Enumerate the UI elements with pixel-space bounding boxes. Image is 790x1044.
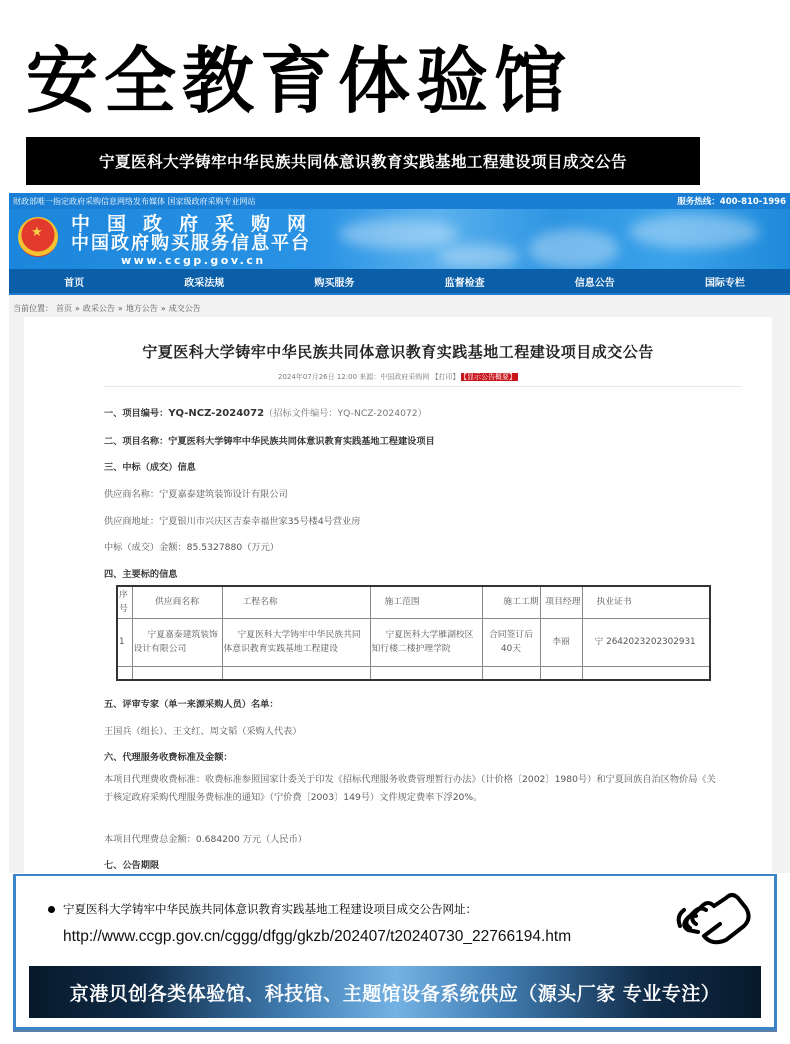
supplier-name: 供应商名称：宁夏嘉泰建筑装饰设计有限公司 [104,489,288,500]
breadcrumb-separator: » [75,303,80,313]
cell-supplier: 宁夏嘉泰建筑装饰设计有限公司 [132,618,222,666]
section-award-info: 三、中标（成交）信息 [104,462,196,473]
site-logo-title[interactable]: 中国政府采购网 [71,213,324,235]
th-license: 执业证书 [582,586,710,618]
notice-content [24,317,772,873]
section-notice-period: 七、公告期限 [104,860,160,871]
cell-index: 1 [117,618,132,666]
subject-table [116,585,711,681]
section-experts: 五、评审专家（单一来源采购人员）名单： [104,699,279,710]
experts-list: 王国兵（组长）、王文红、周文韬（采购人代表） [104,726,302,737]
th-duration: 施工工期 [482,586,540,618]
cell-license: 宁 2642023202302931 [582,618,710,666]
award-amount: 中标（成交）金额：85.5327880（万元） [104,542,279,553]
notice-meta [24,372,772,382]
nav-supervision[interactable]: 监督检查 [444,277,485,289]
table-row [117,618,710,666]
cell-manager: 李丽 [540,618,582,666]
breadcrumb-procurement[interactable]: 政采公告 [82,303,115,313]
supplier-address: 供应商地址：宁夏银川市兴庆区吉泰幸福世家35号楼4号营业房 [104,516,361,527]
service-hotline: 服务热线：400-810-1996 [677,197,786,207]
url-card [13,874,777,1030]
cell-scope: 宁夏医科大学雁湖校区知行楼二楼护理学院 [370,618,482,666]
breadcrumb-separator: » [117,303,123,313]
section-project-number [104,405,427,419]
site-topbar [9,193,790,209]
nav-announcements[interactable]: 信息公告 [574,277,615,289]
breadcrumb-label: 当前位置： [13,303,53,313]
th-manager: 项目经理 [540,586,582,618]
nav-purchase-services[interactable]: 购买服务 [314,277,355,289]
breadcrumb-home[interactable]: 首页 [56,303,72,313]
url-label: 宁夏医科大学铸牢中华民族共同体意识教育实践基地工程建设项目成交公告网址： [63,902,477,916]
section-agency-fee: 六、代理服务收费标准及金额： [104,752,233,763]
breadcrumb-separator: » [160,303,166,313]
topbar-slogan: 财政部唯一指定政府采购信息网络发布媒体 国家级政府采购专业网站 [13,196,256,206]
site-logo-url: www.ccgp.gov.cn [121,254,266,267]
notice-title: 宁夏医科大学铸牢中华民族共同体意识教育实践基地工程建设项目成交公告 [142,343,654,361]
th-index: 序号 [117,586,132,618]
promo-banner: 京港贝创各类体验馆、科技馆、主题馆设备系统供应（源头厂家 专业专注） [29,966,761,1018]
ccgp-screenshot [9,193,790,873]
hero-title: 安全教育体验馆 [26,39,573,123]
fee-total: 本项目代理费总金额：0.684200 万元（人民币） [104,834,307,845]
bullet-icon [48,906,55,913]
th-supplier: 供应商名称 [132,586,222,618]
th-scope: 施工范围 [370,586,482,618]
breadcrumb-deal[interactable]: 成交公告 [168,303,201,313]
nav-regulations[interactable]: 政采法规 [184,277,225,289]
section-subject-info: 四、主要标的信息 [104,569,178,580]
section-project-name: 二、项目名称：宁夏医科大学铸牢中华民族共同体意识教育实践基地工程建设项目 [104,436,435,447]
cell-duration: 合同签订后40天 [482,618,540,666]
notice-url-link[interactable]: http://www.ccgp.gov.cn/cggg/dfgg/gkzb/202407/t20240730_22766194.htm [63,928,572,945]
tender-number: （招标文件编号：YQ-NCZ-2024072） [264,408,427,419]
th-project: 工程名称 [222,586,370,618]
table-row-empty [117,666,710,680]
cell-project: 宁夏医科大学铸牢中华民族共同体意识教育实践基地工程建设 [222,618,370,666]
divider [104,386,742,387]
national-emblem-icon [18,217,58,257]
hero-banner: 宁夏医科大学铸牢中华民族共同体意识教育实践基地工程建设项目成交公告 [26,137,700,185]
project-number: YQ-NCZ-2024072 [168,408,265,419]
label: 一、项目编号： [104,408,169,419]
main-nav [9,269,790,295]
notice-meta-text: 2024年07月26日 12:00 来源：中国政府采购网 【打印】 [278,373,460,381]
site-header [9,209,790,269]
table-header-row [117,586,710,618]
pointing-hand-icon [674,886,758,950]
fee-standard: 本项目代理费收费标准：收费标准参照国家计委关于印发《招标代理服务收费管理暂行办法》（计价格〔2002〕1980号）和宁夏回族自治区物价局《关于核定政府采购代理服务费标准的通知》（宁价费〔2003〕149号）文件规定费率下浮20%。 [104,774,716,803]
breadcrumb-local[interactable]: 地方公告 [125,303,158,313]
show-summary-button[interactable]: 【显示公告概要】 [463,373,516,381]
site-logo-subtitle: 中国政府购买服务信息平台 [71,233,311,254]
nav-international[interactable]: 国际专栏 [704,277,745,289]
nav-home[interactable]: 首页 [64,277,85,289]
